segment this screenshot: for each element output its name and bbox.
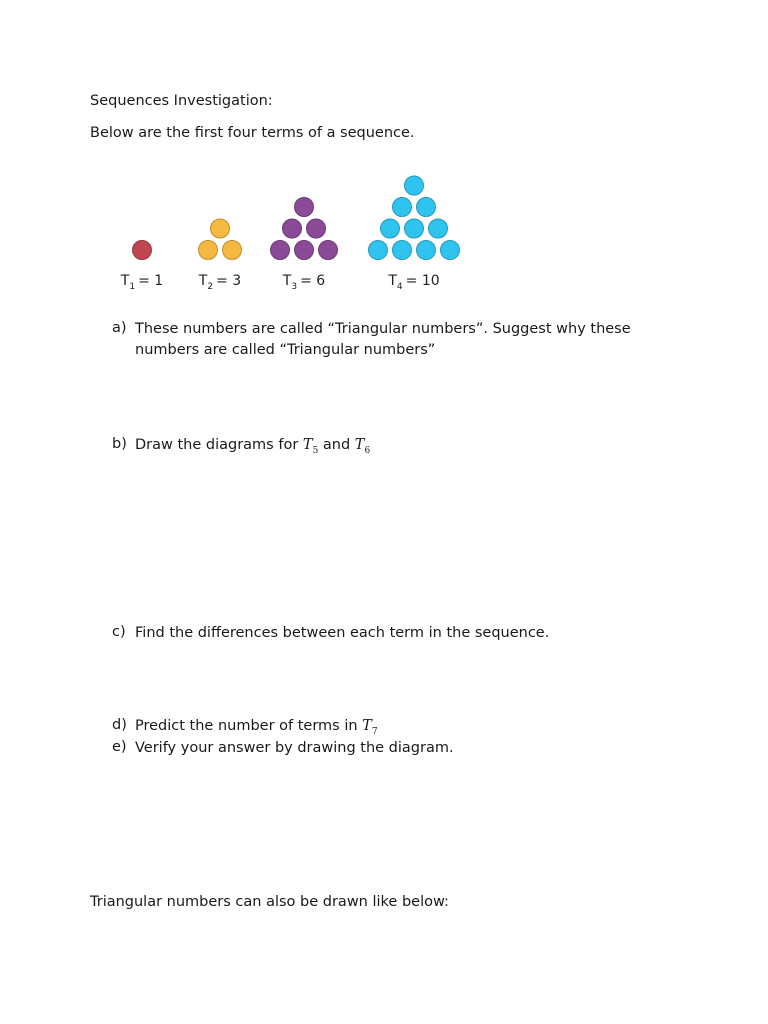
term-4-dot	[441, 241, 460, 260]
term-3-dot	[295, 198, 314, 217]
term-4-dot	[429, 219, 448, 238]
term-2-dot	[199, 241, 218, 260]
term-3-label: $T_3 = 6$	[282, 273, 326, 292]
question-b-text	[135, 435, 370, 462]
question-a-line2: numbers are called “Triangular numbers”	[135, 342, 436, 358]
footer-text: Triangular numbers can also be drawn like below:	[90, 894, 449, 910]
term-3-dot	[319, 241, 338, 260]
term-t5: $T_5$	[302, 437, 319, 456]
question-a-label: a)	[112, 320, 127, 336]
question-b-label: b)	[112, 436, 127, 452]
term-3-dot	[271, 241, 290, 260]
worksheet-heading: Sequences Investigation:	[90, 93, 273, 109]
term-4-dot	[405, 219, 424, 238]
question-a-line1: These numbers are called “Triangular numbers”. Suggest why these	[135, 321, 631, 337]
term-2-dot	[223, 241, 242, 260]
term-3-dot	[295, 241, 314, 260]
triangular-numbers-figure	[110, 168, 470, 298]
term-4-dot	[369, 241, 388, 260]
term-4-dot	[381, 219, 400, 238]
term-4-dot	[393, 241, 412, 260]
term-2-dot	[211, 219, 230, 238]
term-3-dot	[283, 219, 302, 238]
term-4-label: $T_4 = 10$	[388, 273, 440, 292]
term-4-dot	[405, 176, 424, 195]
question-b-and: and	[322, 437, 351, 453]
term-t6: $T_6$	[354, 437, 371, 456]
term-3-dot	[307, 219, 326, 238]
term-2-label: $T_2 = 3$	[198, 273, 242, 292]
question-c-text: Find the differences between each term in the sequence.	[135, 625, 550, 641]
term-4-dot	[393, 198, 412, 217]
intro-text: Below are the first four terms of a sequence.	[90, 125, 415, 141]
question-b-prompt: Draw the diagrams for	[135, 437, 299, 453]
term-t7: $T_7$	[362, 718, 378, 737]
term-4-dot	[417, 241, 436, 260]
question-e-label: e)	[112, 739, 127, 755]
term-1-dot	[133, 241, 152, 260]
term-1-label: $T_1 = 1$	[120, 273, 164, 292]
question-c-label: c)	[112, 624, 126, 640]
term-4-dot	[417, 198, 436, 217]
question-d-label: d)	[112, 717, 127, 733]
question-d-prompt: Predict the number of terms in	[135, 718, 358, 734]
question-e-text: Verify your answer by drawing the diagram.	[135, 740, 454, 756]
